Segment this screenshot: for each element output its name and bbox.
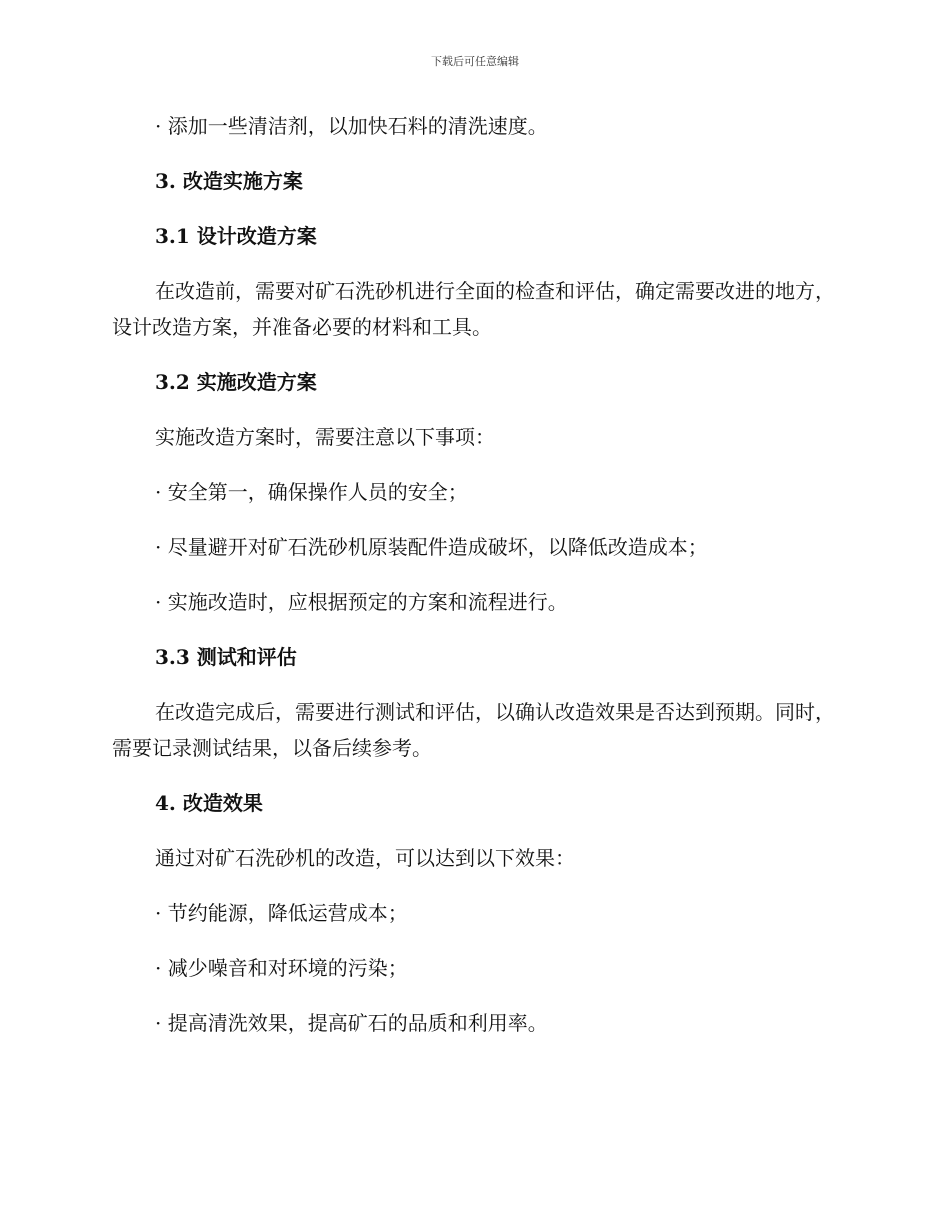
bullet-item: · 提高清洗效果，提高矿石的品质和利用率。 [155,1011,548,1035]
bullet-item: · 尽量避开对矿石洗砂机原装配件造成破坏，以降低改造成本； [155,535,708,559]
subsection-heading: 3.2 实施改造方案 [155,370,317,394]
document-body [112,108,837,1041]
body-line: 通过对矿石洗砂机的改造，可以达到以下效果： [155,846,575,870]
bullet-item: · 节约能源，降低运营成本； [155,901,408,925]
section-heading: 4. 改造效果 [155,791,263,815]
bullet-item: · 减少噪音和对环境的污染； [155,956,408,980]
bullet-item: · 实施改造时，应根据预定的方案和流程进行。 [155,590,568,614]
body-paragraph: 在改造前，需要对矿石洗砂机进行全面的检查和评估，确定需要改进的地方，设计改造方案，并准备必要的材料和工具。 [112,279,835,339]
bullet-item: · 添加一些清洁剂，以加快石料的清洗速度。 [155,114,548,138]
page-header: 下载后可任意编辑 [431,55,519,68]
subsection-heading: 3.1 设计改造方案 [155,224,317,248]
section-heading: 3. 改造实施方案 [155,169,303,193]
body-paragraph: 在改造完成后，需要进行测试和评估，以确认改造效果是否达到预期。同时，需要记录测试结果，以备后续参考。 [112,700,835,760]
body-line: 实施改造方案时，需要注意以下事项： [155,425,495,449]
bullet-item: · 安全第一，确保操作人员的安全； [155,480,468,504]
subsection-heading: 3.3 测试和评估 [155,645,297,669]
